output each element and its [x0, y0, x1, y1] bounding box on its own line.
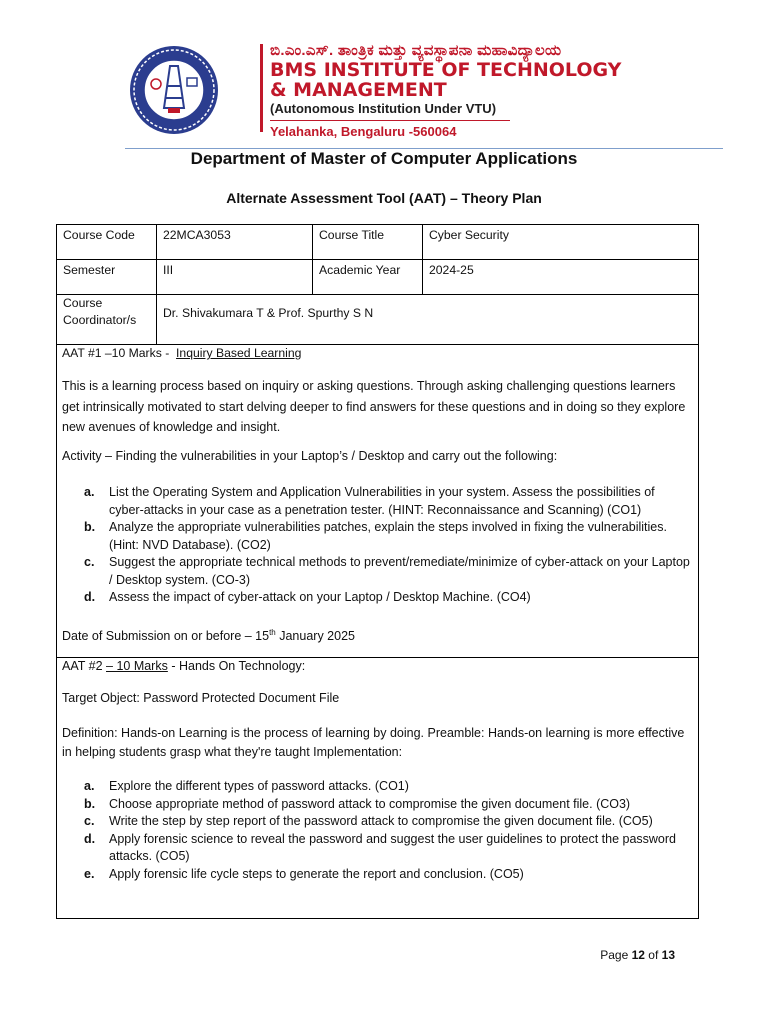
- aat1-task-marker: d.: [84, 590, 96, 604]
- aat1-intro: This is a learning process based on inquiry or asking questions. Through asking challenging questions learners get intrinsically motivated to start delving deeper to find answers for these questions and in doing so they explore new avenues of knowledge and insight.: [62, 379, 686, 434]
- aat1-heading: [62, 345, 692, 363]
- aat2-task: [62, 866, 692, 884]
- aat1-task: [62, 484, 692, 519]
- aat2-heading: [62, 658, 692, 676]
- aat2-definition: Definition: Hands-on Learning is the process of learning by doing. Preamble: Hands-on learning is more effective in helping students grasp what they're taught Implementation:: [62, 726, 685, 759]
- submission-date-suffix: January 2025: [275, 629, 355, 644]
- aat2-task-marker: d.: [84, 831, 96, 846]
- aat2-heading-suffix: - Hands On Technology:: [167, 659, 306, 673]
- aat1-heading-prefix: AAT #1 –10 Marks -: [62, 346, 177, 360]
- aat2-task-text: Apply forensic life cycle steps to generate the report and conclusion. (CO5): [109, 866, 524, 881]
- submission-date-prefix: Date of Submission on or before – 15: [62, 629, 270, 644]
- academic-year-value: 2024-25: [429, 263, 474, 277]
- institute-location: Yelahanka, Bengaluru -560064: [270, 120, 510, 141]
- aat1-task-marker: b.: [84, 520, 96, 534]
- aat2-task-marker: e.: [84, 866, 95, 881]
- aat1-task-text: Assess the impact of cyber-attack on your Laptop / Desktop Machine. (CO4): [109, 590, 531, 604]
- department-title: Department of Master of Computer Applications: [190, 149, 578, 168]
- header-divider: [260, 44, 263, 132]
- aat1-task-marker: a.: [84, 485, 95, 499]
- aat1-task: [62, 554, 692, 589]
- aat1-task-list: [62, 484, 692, 607]
- course-title-label: Course Title: [319, 228, 385, 242]
- aat2-heading-marks: – 10 Marks: [106, 659, 168, 673]
- semester-label: Semester: [63, 263, 116, 277]
- course-title-value: Cyber Security: [429, 228, 509, 242]
- aat1-task: [62, 589, 692, 607]
- aat2-task-marker: a.: [84, 779, 95, 793]
- plan-title: Alternate Assessment Tool (AAT) – Theory Plan: [226, 190, 542, 206]
- aat1-task-text: Analyze the appropriate vulnerabilities patches, explain the steps involved in fixing the vulnerabilities. (Hint: NVD Database). (CO2): [109, 520, 667, 552]
- course-code-value: 22MCA3053: [163, 228, 231, 242]
- aat1-task-text: List the Operating System and Application Vulnerabilities in your system. Assess the possibilities of cyber-attacks in your case as a penetration tester. (HINT: Reconnaissance and Scanning) (CO1): [109, 485, 655, 517]
- coordinator-label-line2: Coordinator/s: [63, 313, 137, 327]
- aat2-task-marker: b.: [84, 796, 96, 811]
- aat2-task-list: [62, 778, 692, 883]
- aat2-task: [62, 778, 692, 796]
- aat2-target: Target Object: Password Protected Document File: [62, 691, 340, 705]
- institute-block: [270, 42, 740, 141]
- aat2-task: [62, 813, 692, 831]
- coordinator-label-line1: Course: [63, 296, 103, 310]
- aat1-heading-topic: Inquiry Based Learning: [176, 346, 302, 360]
- institute-name-line2: & MANAGEMENT: [270, 79, 447, 101]
- page-word: Page: [600, 948, 632, 962]
- academic-year-label: Academic Year: [319, 263, 401, 277]
- semester-value: III: [163, 263, 174, 277]
- aat2-task-text: Apply forensic science to reveal the password and suggest the user guidelines to protect the password attacks. (CO5): [109, 831, 676, 863]
- page-total: 13: [661, 948, 675, 962]
- course-code-label: Course Code: [63, 228, 135, 242]
- aat2-task-text: Choose appropriate method of password attack to compromise the given document file. (CO3): [109, 796, 631, 811]
- aat1-task-marker: c.: [84, 555, 95, 569]
- bmsit-seal-icon: [104, 44, 244, 136]
- aat2-task: [62, 796, 692, 814]
- aat2-task: [62, 831, 692, 866]
- aat2-task-marker: c.: [84, 814, 95, 828]
- aat1-task-text: Suggest the appropriate technical methods to prevent/remediate/minimize of cyber-attack on your Laptop / Desktop system. (CO-3): [109, 555, 690, 587]
- aat2-heading-prefix: AAT #2: [62, 659, 107, 673]
- submission-date-sup: th: [269, 628, 276, 637]
- aat2-task-text: Explore the different types of password attacks. (CO1): [109, 779, 409, 793]
- coordinator-label: [57, 293, 156, 331]
- page-of: of: [644, 948, 662, 962]
- institute-kannada-name: ಬಿ.ಎಂ.ಎಸ್. ತಾಂತ್ರಿಕ ಮತ್ತು ವ್ಯವಸ್ಥಾಪನಾ ಮಹಾವಿದ್ಯಾಲಯ: [270, 42, 562, 59]
- page-number: [600, 948, 675, 962]
- aat2-task-text: Write the step by step report of the password attack to compromise the given document file. (CO5): [109, 814, 653, 828]
- aat1-task: [62, 519, 692, 554]
- letterhead: [100, 40, 740, 139]
- aat1-section: [62, 376, 692, 466]
- institute-subtitle: (Autonomous Institution Under VTU): [270, 101, 497, 116]
- institute-name-line1: BMS INSTITUTE OF TECHNOLOGY: [270, 59, 622, 81]
- coordinator-value: Dr. Shivakumara T & Prof. Spurthy S N: [163, 306, 374, 320]
- aat1-activity: Activity – Finding the vulnerabilities in your Laptop’s / Desktop and carry out the following:: [62, 448, 558, 463]
- page-current: 12: [631, 948, 645, 962]
- aat1-submission-date: [62, 624, 692, 646]
